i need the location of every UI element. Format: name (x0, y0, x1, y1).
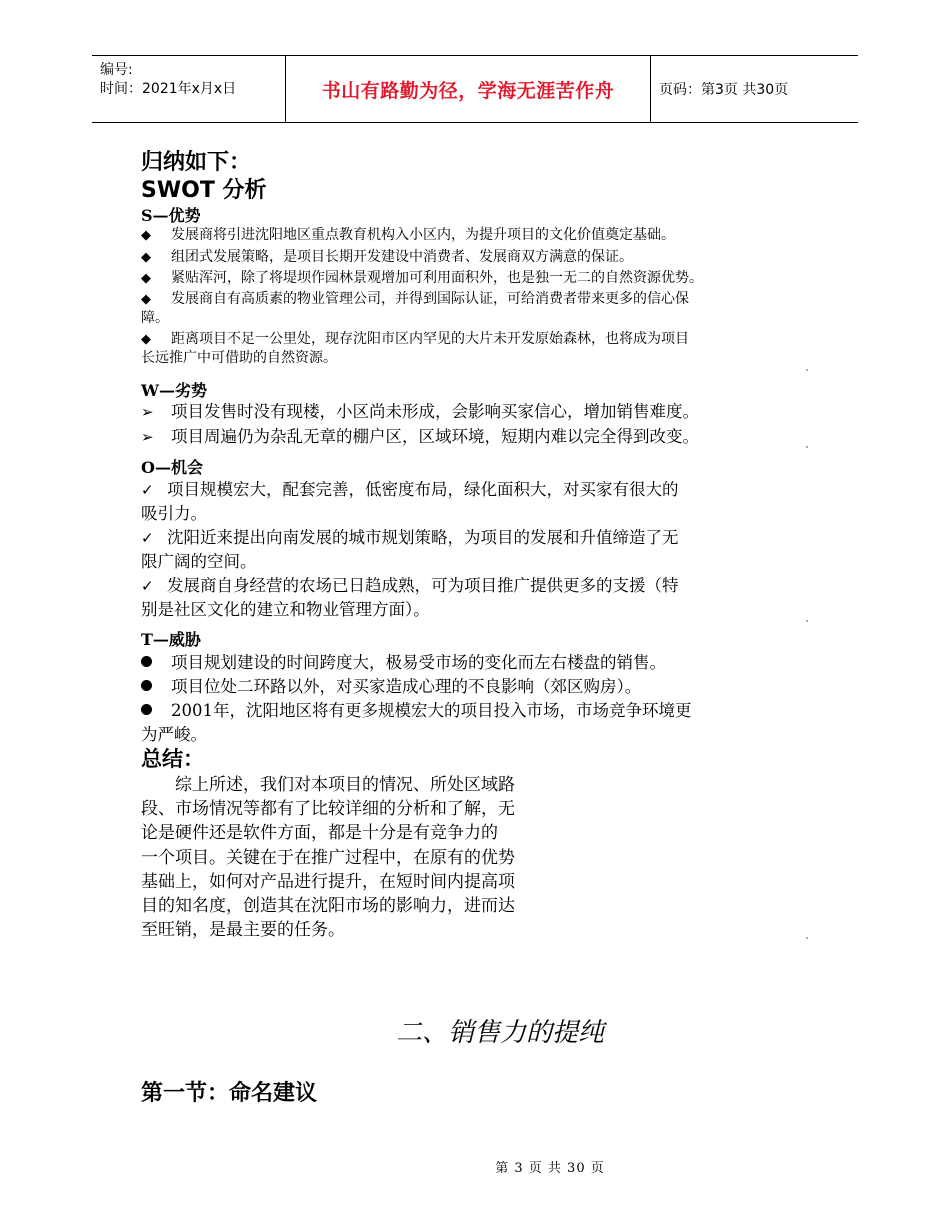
threat-item: 项目规划建设的时间跨度大，极易受市场的变化而左右楼盘的销售。 (141, 649, 666, 673)
opportunity-item: ✓ 发展商自身经营的农场已日趋成熟，可为项目推广提供更多的支援（特 (141, 576, 679, 595)
margin-mark (806, 937, 808, 939)
chapter-title: 二、销售力的提纯 (395, 1018, 604, 1048)
diamond-bullet-icon: ◆ (141, 228, 151, 243)
strength-item: ◆ 发展商自有高质素的物业管理公司，并得到国际认证，可给消费者带来更多的信心保 (141, 291, 689, 307)
threat-item-continued: 为严峻。 (141, 725, 207, 744)
weaknesses-title: W—劣势 (141, 381, 207, 400)
conclusion-line: 目的知名度，创造其在沈阳市场的影响力，进而达 (141, 896, 515, 917)
swot-title: SWOT 分析 (141, 178, 267, 203)
dot-bullet-icon (141, 704, 152, 715)
page-footer: 第 3 页 共 30 页 (495, 1161, 605, 1176)
dot-bullet-icon (141, 656, 152, 667)
opportunity-item: ✓ 项目规模宏大，配套完善，低密度布局，绿化面积大，对买家有很大的 (141, 480, 679, 499)
conclusion-body (141, 773, 591, 942)
header-motto: 书山有路勤为径，学海无涯苦作舟 (321, 79, 615, 102)
strength-item-continued: 长远推广中可借助的自然资源。 (141, 350, 337, 366)
conclusion-line: 段、市场情况等都有了比较详细的分析和了解，无 (141, 799, 515, 820)
diamond-bullet-icon: ◆ (141, 332, 151, 347)
section-title: 第一节：命名建议 (141, 1081, 318, 1106)
conclusion-line: 综上所述，我们对本项目的情况、所处区域路 (141, 775, 515, 795)
opportunity-item-continued: 吸引力。 (141, 504, 207, 523)
arrow-bullet-icon: ➢ (141, 403, 154, 421)
margin-mark (806, 446, 808, 448)
dot-bullet-icon (141, 680, 152, 691)
strengths-title: S—优势 (141, 206, 201, 225)
summary-heading: 归纳如下： (141, 150, 252, 175)
opportunity-item-continued: 别是社区文化的建立和物业管理方面）。 (141, 600, 430, 619)
diamond-bullet-icon: ◆ (141, 250, 151, 265)
threats-title: T—威胁 (141, 630, 201, 649)
strength-item: ◆ 发展商将引进沈阳地区重点教育机构入小区内，为提升项目的文化价值奠定基础。 (141, 227, 675, 243)
check-bullet-icon: ✓ (141, 529, 154, 547)
threat-item: 2001年，沈阳地区将有更多规模宏大的项目投入市场，市场竞争环境更 (141, 697, 692, 721)
check-bullet-icon: ✓ (141, 577, 154, 595)
time-label: 时间：2021年x月x日 (100, 81, 237, 97)
header-meta (100, 61, 236, 99)
header-page-info: 页码：第3页 共30页 (659, 82, 789, 98)
weakness-item: ➢ 项目发售时没有现楼，小区尚未形成，会影响买家信心，增加销售难度。 (141, 402, 699, 421)
diamond-bullet-icon: ◆ (141, 271, 151, 286)
check-bullet-icon: ✓ (141, 481, 154, 499)
threat-item: 项目位处二环路以外，对买家造成心理的不良影响（郊区购房）。 (141, 673, 641, 697)
strength-item: ◆ 组团式发展策略，是项目长期开发建设中消费者、发展商双方满意的保证。 (141, 249, 633, 265)
margin-mark (806, 620, 808, 622)
page-header (92, 55, 858, 123)
conclusion-line: 论是硬件还是软件方面，都是十分是有竞争力的 (141, 823, 498, 844)
conclusion-line: 基础上，如何对产品进行提升，在短时间内提高项 (141, 871, 515, 892)
arrow-bullet-icon: ➢ (141, 428, 154, 446)
opportunity-item: ✓ 沈阳近来提出向南发展的城市规划策略，为项目的发展和升值缔造了无 (141, 528, 679, 547)
diamond-bullet-icon: ◆ (141, 292, 151, 307)
conclusion-title: 总结： (141, 747, 204, 771)
conclusion-line: 一个项目。关键在于在推广过程中，在原有的优势 (141, 847, 515, 868)
conclusion-line: 至旺销，是最主要的任务。 (141, 920, 345, 941)
margin-mark (806, 369, 808, 371)
weakness-item: ➢ 项目周遍仍为杂乱无章的棚户区，区域环境，短期内难以完全得到改变。 (141, 427, 699, 446)
number-label: 编号: (100, 62, 133, 78)
opportunities-title: O—机会 (141, 458, 203, 477)
strength-item-continued: 障。 (141, 310, 169, 326)
strength-item: ◆ 距离项目不足一公里处，现存沈阳市区内罕见的大片未开发原始森林，也将成为项目 (141, 331, 689, 347)
strength-item: ◆ 紧贴浑河，除了将堤坝作园林景观增加可利用面积外，也是独一无二的自然资源优势。 (141, 270, 703, 286)
opportunity-item-continued: 限广阔的空间。 (141, 552, 257, 571)
